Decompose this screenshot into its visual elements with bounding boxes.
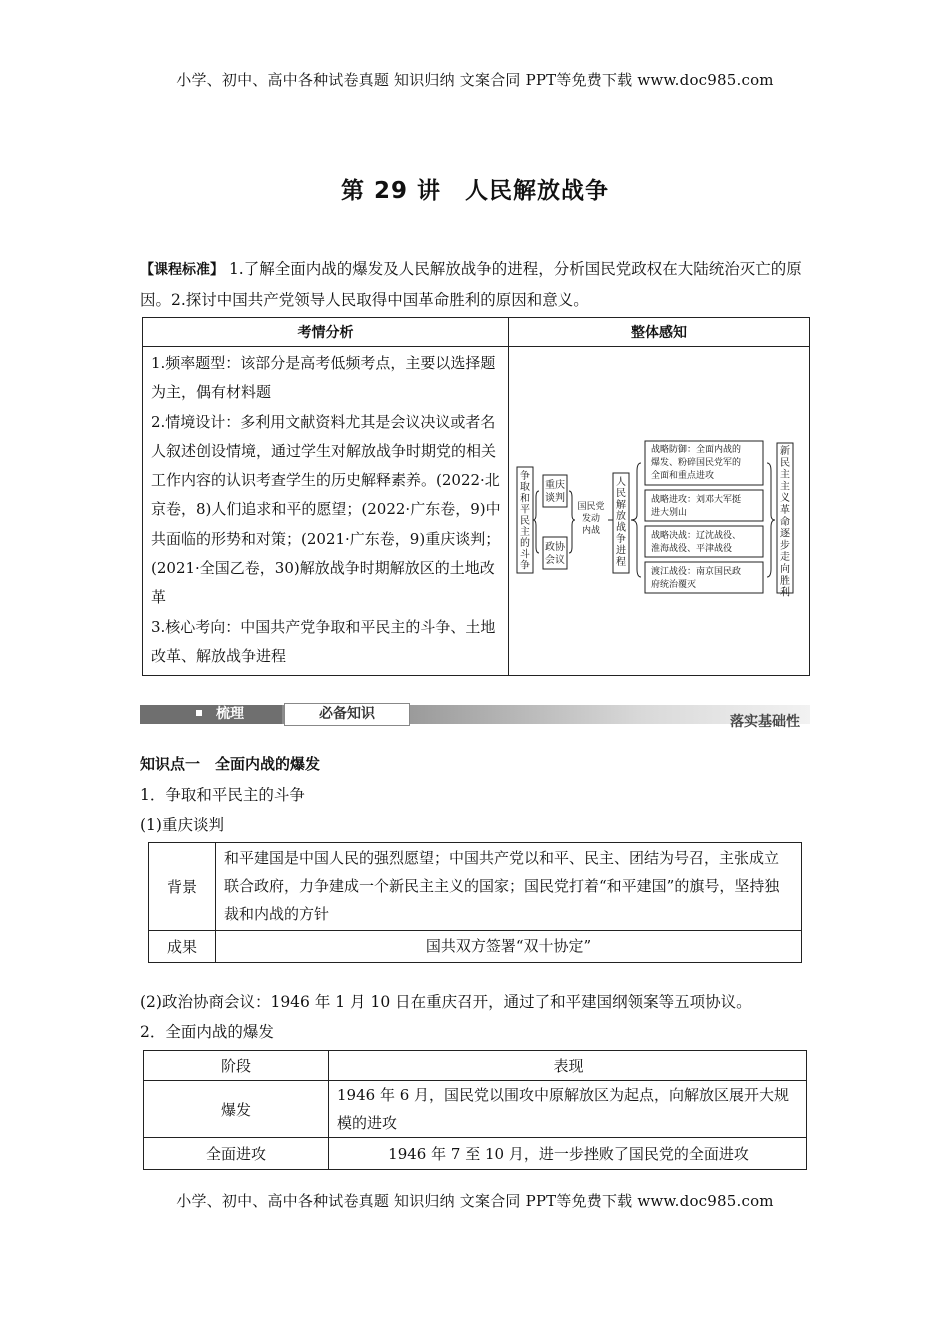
table-row: [144, 1081, 807, 1138]
row-content: 和平建国是中国人民的强烈愿望；中国共产党以和平、民主、团结为号召，主张成立联合政府，力争建成一个新民主主义的国家；国民党打着“和平建国”的旗号，坚持独裁和内战的方针: [216, 843, 802, 931]
stage-cell: 爆发: [144, 1081, 329, 1138]
course-standard-label: 【课程标准】: [140, 262, 224, 278]
table-row: [149, 931, 802, 963]
center-bracket: [631, 463, 641, 577]
pcc-label: 政协: [545, 542, 565, 554]
structure-diagram: [509, 419, 809, 599]
diagram-center-label: 人民解放战争进程: [616, 477, 626, 568]
column-header: 阶段: [144, 1051, 329, 1081]
column-header: 表现: [329, 1051, 807, 1081]
mid-label: 内战: [581, 526, 601, 537]
analysis-item: 1.频率题型：该部分是高考低频考点，主要以选择题为主，偶有材料题: [151, 354, 496, 402]
row-head: 背景: [149, 843, 216, 931]
phase-2-line: 进大别山: [651, 508, 688, 519]
chongqing-table: [148, 842, 802, 963]
analysis-item: 2.情境设计：多利用文献资料尤其是会议决议或者名人叙述创设情境，通过学生对解放战争时期党的相关工作内容的认识考查学生的历史解释素养。(2022·北京卷，8)人们追求和平的愿望；(2022·广东卷，9)中共面临的形势和对策；(2021·广东卷，9)重庆谈判；(2021·全国乙卷，30)解放战争时期解放区的土地改革: [151, 412, 501, 607]
section-banner: [140, 702, 810, 730]
page-footer: 小学、初中、高中各种试卷真题 知识归纳 文案合同 PPT等免费下载 www.doc985.com: [176, 1192, 774, 1210]
diagram-left-label: 争取和平民主的斗争: [520, 471, 530, 572]
phase-4-line: 渡江战役：南京国民政: [651, 567, 742, 578]
chongqing-label: 谈判: [545, 493, 565, 505]
page-header: 小学、初中、高中各种试卷真题 知识归纳 文案合同 PPT等免费下载 www.doc985.com: [176, 71, 774, 89]
table-row: [144, 1138, 807, 1170]
phase-2-line: 战略进攻：刘邓大军挺: [651, 495, 742, 506]
diagram-right-label: 新民主主义革命逐步走向胜利: [780, 446, 790, 599]
right-bracket: [767, 463, 775, 577]
row-head: 成果: [149, 931, 216, 963]
war-outbreak-table: [143, 1050, 807, 1170]
phase-3-line: 战略决战：辽沈战役、: [651, 531, 742, 542]
mid-bracket: [569, 491, 575, 553]
banner-mid-label: 必备知识: [284, 703, 410, 726]
row-content: 国共双方签署“双十协定”: [216, 931, 802, 963]
phase-1-line: 战略防御：全面内战的: [651, 445, 742, 456]
analysis-cell: [143, 347, 509, 676]
overview-table: [142, 317, 810, 676]
stage-cell: 全面进攻: [144, 1138, 329, 1170]
content-cell: 1946 年 7 至 10 月，进一步挫败了国民党的全面进攻: [329, 1138, 807, 1170]
table-header-row: [144, 1051, 807, 1081]
knowledge-item-1: 1．争取和平民主的斗争: [140, 786, 305, 804]
analysis-item: 3.核心考向：中国共产党争取和平民主的斗争、土地改革、解放战争进程: [151, 617, 496, 665]
analysis-header: 考情分析: [143, 318, 509, 347]
course-standard-text: 1.了解全面内战的爆发及人民解放战争的进程，分析国民党政权在大陆统治灭亡的原因。2.探讨中国共产党领导人民取得中国革命胜利的原因和意义。: [140, 260, 802, 309]
knowledge-sub-1: (1)重庆谈判: [140, 816, 224, 834]
chongqing-label: 重庆: [545, 480, 565, 492]
knowledge-heading: 知识点一 全面内战的爆发: [140, 755, 321, 773]
content-cell: 1946 年 6 月，国民党以围攻中原解放区为起点，向解放区展开大规模的进攻: [329, 1081, 807, 1138]
phase-3-line: 淮海战役、平津战役: [651, 544, 733, 555]
table-row: [149, 843, 802, 931]
page-title: 第 29 讲 人民解放战争: [340, 178, 610, 204]
square-icon: [196, 710, 202, 716]
mid-label: 国民党: [577, 502, 605, 513]
diagram-cell: [509, 347, 810, 676]
phase-4-line: 府统治覆灭: [651, 580, 697, 591]
banner-right-label: 落实基础性: [730, 714, 800, 730]
phase-1-line: 全面和重点进攻: [651, 471, 715, 482]
knowledge-item-2: 2．全面内战的爆发: [140, 1023, 274, 1041]
pcc-label: 会议: [545, 555, 565, 567]
banner-left-label: 梳理: [216, 706, 244, 722]
phase-1-line: 爆发、粉碎国民党军的: [651, 458, 742, 469]
mid-label: 发动: [581, 514, 601, 525]
knowledge-sub-2: (2)政治协商会议：1946 年 1 月 10 日在重庆召开，通过了和平建国纲领案等五项协议。: [140, 993, 752, 1011]
perception-header: 整体感知: [509, 318, 810, 347]
left-bracket: [533, 491, 539, 553]
course-standard: [140, 254, 812, 315]
